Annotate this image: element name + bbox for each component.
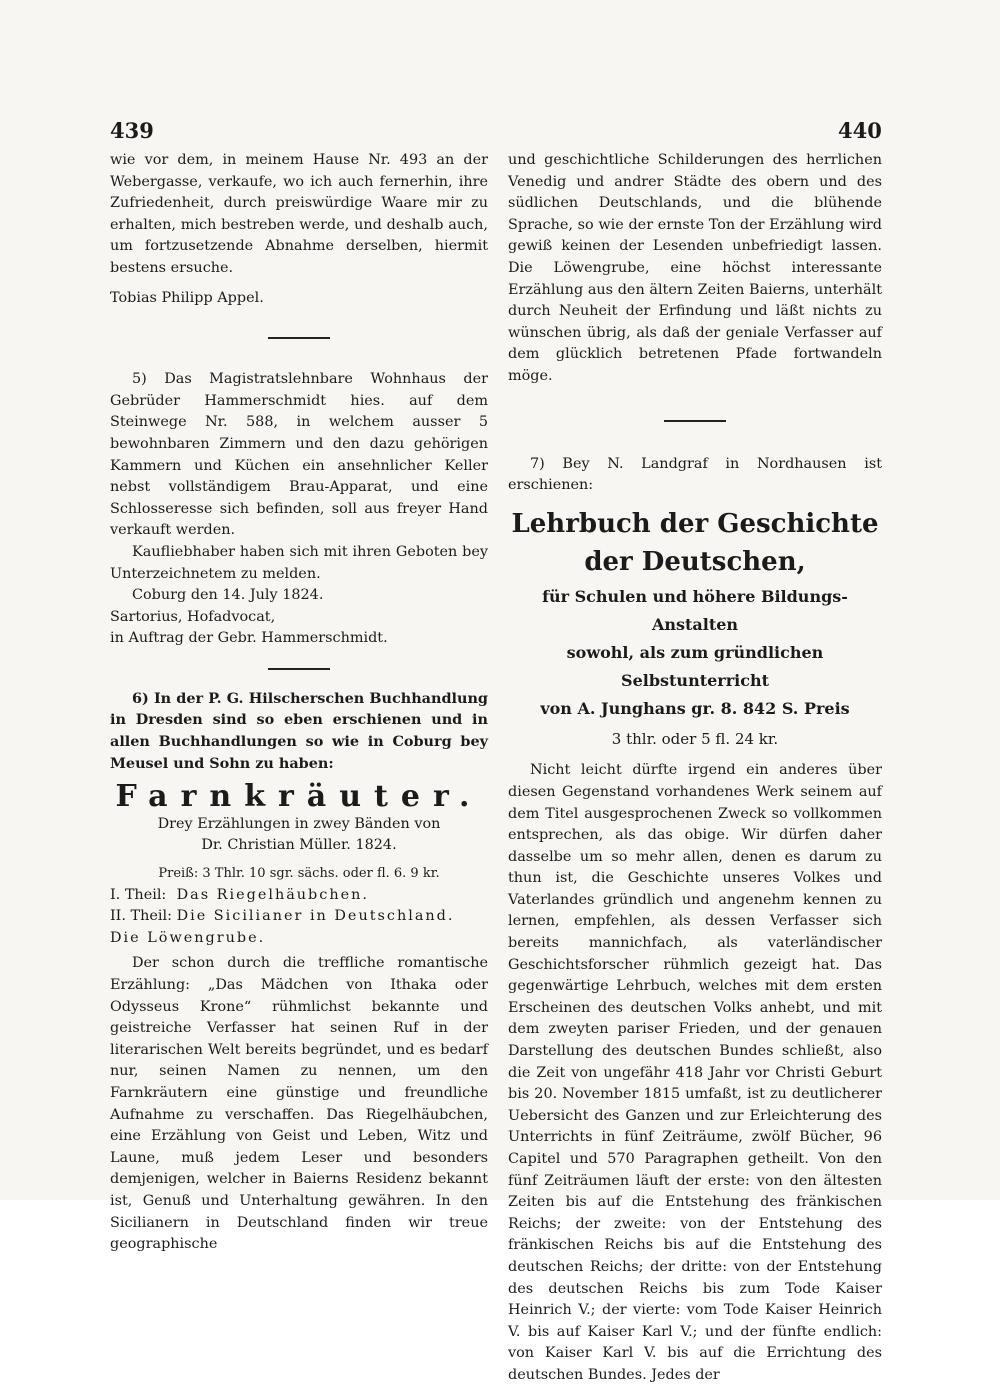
paragraph-review-continued: und geschichtliche Schilderungen des herrlichen Venedig und andrer Städte des obern und des südlichen Deutschlands, und die blühende Sprache, so wie der ernste Ton der Erzählung wird gewiß keinen der Lesenden unbefriedigt lassen. Die Löwengrube, eine höchst interessante Erzählung aus den ältern Zeiten Baierns, unterhält durch Neuheit der Erfindung und läßt nichts zu wünschen übrig, als daß der geniale Verfasser auf dem glücklich betretenen Pfade fortwandeln möge. <box>508 152 882 384</box>
right-column <box>508 150 882 1387</box>
signature-appel: Tobias Philipp Appel. <box>110 289 264 306</box>
paragraph-book-review: Der schon durch die treffliche romantische Erzählung: „Das Mädchen von Ithaka oder Odysseus Krone“ rühmlichst bekannte und geistreiche Verfasser hat seinen Ruf in der literarischen Welt bereits begründet, und es bedarf nur, seinen Namen zu nennen, um den Farnkräutern eine günstige und freundliche Aufnahme zu verschaffen. Das Riegelhäubchen, eine Erzählung von Geist und Leben, Witz und Laune, muß jedem Leser und besonders demjenigen, welcher in Baierns Residenz bekannt ist, Genuß und Unterhaltung gewähren. In den Sicilianern in Deutschland finden wir treue geographische <box>110 955 488 1253</box>
separator-rule <box>268 668 330 670</box>
book-author-line: von A. Junghans gr. 8. 842 S. Preis <box>540 698 850 718</box>
book-title-farnkraeuter: Farnkräuter. <box>115 779 483 815</box>
volume-1 <box>110 885 488 907</box>
signature-on-behalf: in Auftrag der Gebr. Hammerschmidt. <box>110 630 388 647</box>
dateline: Coburg den 14. July 1824. <box>132 587 324 604</box>
book-subtitle-1: für Schulen und höhere Bildungs-Anstalten <box>542 586 848 634</box>
page-number-right: 440 <box>838 118 882 143</box>
paragraph-buyers: Kaufliebhaber haben sich mit ihren Geboten bey Unterzeichnetem zu melden. <box>110 543 488 582</box>
paragraph-appel-notice: wie vor dem, in meinem Hause Nr. 493 an der Webergasse, verkaufe, wo ich auch fernerhin, ihre Zufriedenheit, durch preiswürdige Waare mir zu erhalten, mich bestreben werde, und deshalb auch, um fortzusetzende Abnahme derselben, hiermit bestens ersuche. <box>110 152 488 276</box>
volume-1-label: I. Theil: <box>110 886 167 903</box>
volume-2-label: II. Theil: <box>110 908 172 925</box>
paragraph-lehrbuch-review: Nicht leicht dürfte irgend ein anderes über diesen Gegenstand vorhandenes Werk seinem auf dem Titel ausgesprochenen Zweck so vollkommen entsprechen, als das obige. Wir dürfen daher dasselbe um so mehr allen, denen es darum zu thun ist, die Geschichte unseres Volkes und Vaterlandes gründlich und angenehm kennen zu lernen, empfehlen, als dessen Verfasser sich bereits mannichfach, als vaterländischer Geschichtsforscher rühmlich gezeigt hat. Das gegenwärtige Lehrbuch, welches mit dem ersten Erscheinen des deutschen Volks anhebt, und mit dem zweyten pariser Frieden, und der genauen Darstellung des deutschen Bundes schließt, also die Zeit von ungefähr 418 Jahr vor Christi Geburt bis 20. November 1815 umfaßt, ist zu deutlicherer Uebersicht des Ganzen und zur Erleichterung des Unterrichts in fünf Zeiträume, zwölf Bücher, 96 Capitel und 570 Paragraphen getheilt. Von den fünf Zeiträumen läuft der erste: von den ältesten Zeiten bis auf die Entstehung des fränkischen Reichs; der zweite: von der Entstehung des fränkischen Reichs bis auf die Entstehung des deutschen Reichs; der dritte: von der Entstehung des deutschen Reichs bis zum Tode Kaiser Heinrich V.; der vierte: vom Tode Kaiser Heinrich V. bis auf Kaiser Karl V.; und der fünfte endlich: von Kaiser Karl V. bis auf die Errichtung des deutschen Bundes. Jedes der <box>508 762 882 1383</box>
separator-rule <box>268 337 330 339</box>
paragraph-hilscher-announcement: 6) In der P. G. Hilscherschen Buchhandlung in Dresden sind so eben erschienen und in allen Buchhandlungen so wie in Coburg bey Meusel und Sohn zu haben: <box>110 689 488 772</box>
signature-sartorius: Sartorius, Hofadvocat, <box>110 608 276 625</box>
book-price: Preiß: 3 Thlr. 10 sgr. sächs. oder fl. 6. 9 kr. <box>158 866 440 882</box>
paragraph-house-sale: 5) Das Magistratslehnbare Wohnhaus der Gebrüder Hammerschmidt hies. auf dem Steinwege Nr. 588, in welchem ausser 5 bewohnbaren Zimmern und den dazu gehörigen Kammern und Küchen ein ansehnlicher Keller nebst vollständigem Brau-Apparat, und eine Schlosseresse sich befinden, soll aus freyer Hand verkauft werden. <box>110 371 488 539</box>
volume-2 <box>110 906 488 949</box>
paragraph-landgraf-announcement: 7) Bey N. Landgraf in Nordhausen ist erschienen: <box>508 455 882 494</box>
book-subtitle-1: Drey Erzählungen in zwey Bänden von <box>157 815 441 832</box>
page-number-left: 439 <box>110 118 154 143</box>
separator-rule <box>664 420 726 422</box>
book-subtitle-2: Dr. Christian Müller. 1824. <box>201 837 397 854</box>
volume-1-title: Das Riegelhäubchen. <box>176 886 369 903</box>
book-title-lehrbuch: Lehrbuch der Geschichte der Deutschen, <box>511 508 879 577</box>
left-column <box>110 150 488 1256</box>
volume-2-title: Die Sicilianer in Deutschland. Die Löwengrube. <box>110 908 455 946</box>
book-price: 3 thlr. oder 5 fl. 24 kr. <box>611 729 779 748</box>
book-subtitle-2: sowohl, als zum gründlichen Selbstunterricht <box>566 642 824 690</box>
